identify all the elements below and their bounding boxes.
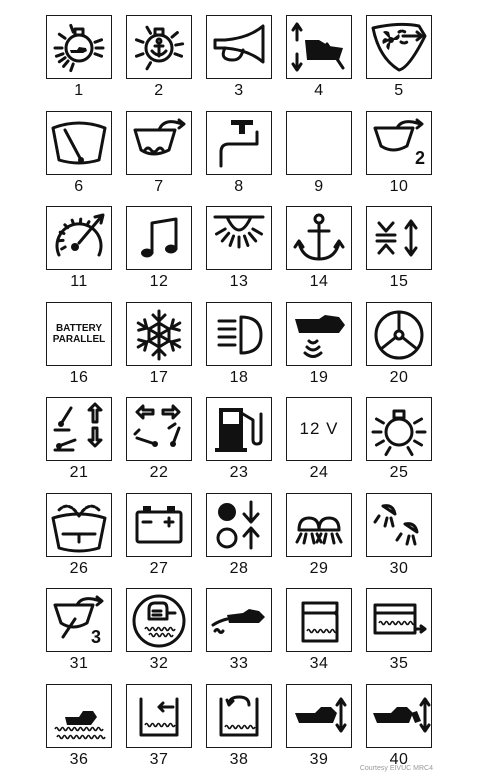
trim-icon xyxy=(286,15,352,79)
icon-number: 8 xyxy=(206,178,272,196)
spotlights-icon xyxy=(286,493,352,557)
icon-number: 28 xyxy=(206,560,272,578)
icon-number: 34 xyxy=(286,655,352,673)
washer-3-icon xyxy=(46,588,112,652)
icon-number: 39 xyxy=(286,751,352,769)
hatch-left-right-icon xyxy=(126,397,192,461)
icon-number: 29 xyxy=(286,560,352,578)
icon-cell xyxy=(200,12,280,108)
icon-number: 17 xyxy=(126,369,192,387)
svg-text:3: 3 xyxy=(91,627,101,647)
icon-cell xyxy=(280,394,360,490)
cabin-light-icon xyxy=(206,206,272,270)
icon-number: 13 xyxy=(206,273,272,291)
icon-number: 22 xyxy=(126,464,192,482)
icon-cell xyxy=(40,394,120,490)
icon-cell xyxy=(200,585,280,681)
icon-cell xyxy=(360,299,440,395)
icon-number: 4 xyxy=(286,82,352,100)
icon-grid xyxy=(40,12,440,776)
spotlights-angled-icon xyxy=(366,493,432,557)
icon-cell xyxy=(40,585,120,681)
hatch-up-down-icon xyxy=(46,397,112,461)
icon-number: 20 xyxy=(366,369,432,387)
icon-number: 25 xyxy=(366,464,432,482)
windshield-washer-icon xyxy=(46,493,112,557)
icon-cell xyxy=(120,394,200,490)
icon-number: 38 xyxy=(206,751,272,769)
icon-number: 32 xyxy=(126,655,192,673)
icon-number: 14 xyxy=(286,273,352,291)
icon-number: 30 xyxy=(366,560,432,578)
icon-label-line: BATTERY xyxy=(53,323,106,334)
snowflake-icon xyxy=(126,302,192,366)
icon-number: 27 xyxy=(126,560,192,578)
icon-cell xyxy=(200,299,280,395)
icon-number: 2 xyxy=(126,82,192,100)
tank-circulate-icon xyxy=(206,684,272,748)
icon-cell xyxy=(280,585,360,681)
icon-number: 1 xyxy=(46,82,112,100)
horn-icon xyxy=(206,15,272,79)
bilge-pump-icon xyxy=(126,588,192,652)
icon-cell xyxy=(40,108,120,204)
icon-number: 12 xyxy=(126,273,192,291)
icon-cell xyxy=(280,681,360,776)
icon-number: 16 xyxy=(46,369,112,387)
svg-text:2: 2 xyxy=(415,148,425,168)
icon-label-text xyxy=(300,420,339,439)
icon-number: 19 xyxy=(286,369,352,387)
tab-trim-icon xyxy=(366,206,432,270)
icon-cell xyxy=(40,12,120,108)
windshield-fan-icon xyxy=(366,15,432,79)
icon-label-line: PARALLEL xyxy=(53,334,106,345)
icon-label-line: 12 V xyxy=(300,420,339,439)
fuel-pump-icon xyxy=(206,397,272,461)
icon-number: 35 xyxy=(366,655,432,673)
anchor-icon xyxy=(286,206,352,270)
icon-number: 26 xyxy=(46,560,112,578)
tank-level-icon xyxy=(286,588,352,652)
blank-icon xyxy=(286,111,352,175)
steering-wheel-icon xyxy=(366,302,432,366)
icon-cell xyxy=(200,108,280,204)
credit-text: Courtesy EIVUC MRC4 xyxy=(360,765,433,772)
icon-cell xyxy=(120,108,200,204)
icon-cell xyxy=(200,394,280,490)
icon-number: 11 xyxy=(46,273,112,291)
speedometer-icon xyxy=(46,206,112,270)
icon-cell xyxy=(40,681,120,776)
battery-icon xyxy=(126,493,192,557)
icon-number: 3 xyxy=(206,82,272,100)
icon-cell xyxy=(120,490,200,586)
icon-cell xyxy=(40,490,120,586)
tank-fill-icon xyxy=(126,684,192,748)
icon-number: 7 xyxy=(126,178,192,196)
icon-number: 24 xyxy=(286,464,352,482)
boat-engine-light-icon xyxy=(46,15,112,79)
music-note-icon xyxy=(126,206,192,270)
icon-number: 23 xyxy=(206,464,272,482)
icon-cell xyxy=(200,681,280,776)
washer-2-icon xyxy=(366,111,432,175)
icon-cell xyxy=(40,203,120,299)
voltage-icon xyxy=(286,397,352,461)
icon-cell xyxy=(360,108,440,204)
icon-number: 10 xyxy=(366,178,432,196)
icon-cell xyxy=(200,203,280,299)
water-tap-icon xyxy=(206,111,272,175)
icon-cell xyxy=(280,490,360,586)
battery-parallel-icon xyxy=(46,302,112,366)
tank-drain-icon xyxy=(366,588,432,652)
light-bulb-icon xyxy=(366,397,432,461)
icon-cell xyxy=(360,681,440,776)
icon-number: 40 xyxy=(366,751,432,769)
icon-cell xyxy=(360,490,440,586)
icon-cell xyxy=(360,585,440,681)
anchor-light-icon xyxy=(126,15,192,79)
boat-sonar-icon xyxy=(286,302,352,366)
icon-number: 15 xyxy=(366,273,432,291)
headlight-icon xyxy=(206,302,272,366)
icon-number: 9 xyxy=(286,178,352,196)
icon-number: 37 xyxy=(126,751,192,769)
icon-number: 33 xyxy=(206,655,272,673)
icon-cell xyxy=(280,203,360,299)
icon-number: 5 xyxy=(366,82,432,100)
icon-cell xyxy=(360,203,440,299)
icon-number: 36 xyxy=(46,751,112,769)
icon-number: 18 xyxy=(206,369,272,387)
icon-cell xyxy=(120,299,200,395)
icon-number: 31 xyxy=(46,655,112,673)
icon-cell xyxy=(40,299,120,395)
boat-trim-icon xyxy=(286,684,352,748)
icon-number: 21 xyxy=(46,464,112,482)
up-down-indicator-icon xyxy=(206,493,272,557)
icon-cell xyxy=(280,299,360,395)
icon-label-text xyxy=(53,323,106,345)
icon-cell xyxy=(120,585,200,681)
bilge-water-icon xyxy=(46,684,112,748)
washer-icon xyxy=(126,111,192,175)
icon-cell xyxy=(200,490,280,586)
icon-cell xyxy=(120,681,200,776)
icon-cell xyxy=(360,394,440,490)
boat-engine-trim-icon xyxy=(366,684,432,748)
icon-cell xyxy=(360,12,440,108)
icon-cell xyxy=(280,108,360,204)
icon-cell xyxy=(120,203,200,299)
wiper-icon xyxy=(46,111,112,175)
icon-cell xyxy=(120,12,200,108)
icon-number: 6 xyxy=(46,178,112,196)
icon-cell xyxy=(280,12,360,108)
boat-hose-icon xyxy=(206,588,272,652)
